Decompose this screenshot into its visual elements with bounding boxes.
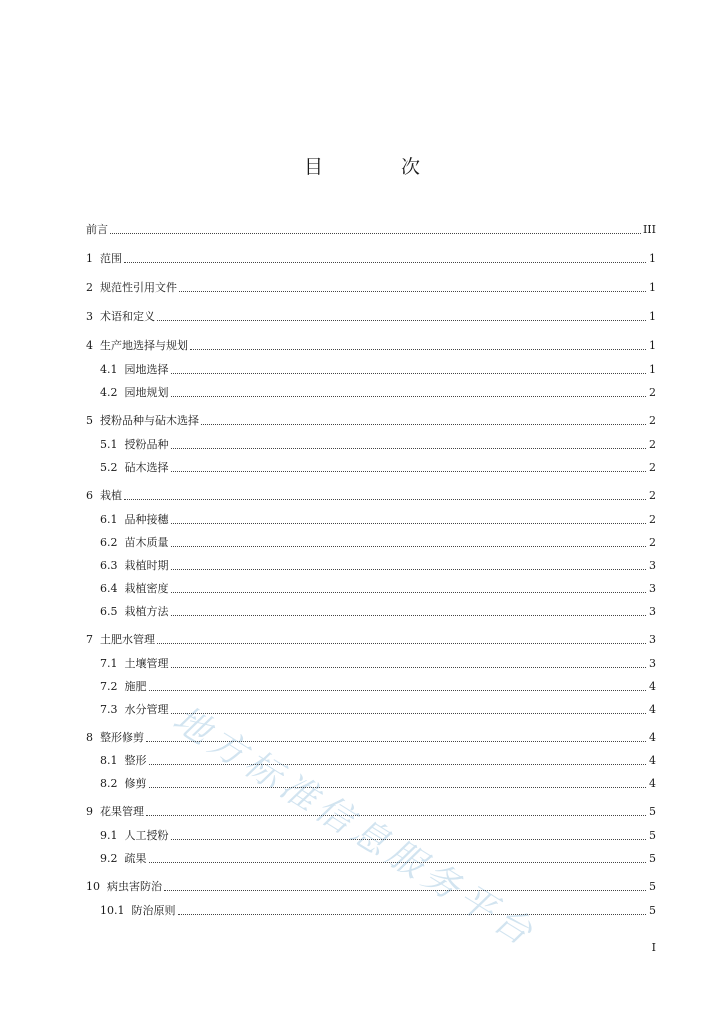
toc-entry-page: 2	[649, 489, 656, 502]
toc-leader-dots	[157, 643, 646, 644]
toc-entry[interactable]	[100, 678, 656, 694]
toc-entry[interactable]	[100, 557, 656, 573]
toc-entry-page: 2	[649, 414, 656, 427]
toc-leader-dots	[157, 320, 646, 321]
toc-entry-page: 4	[649, 680, 656, 693]
toc-leader-dots	[171, 667, 647, 668]
toc-entry[interactable]	[100, 603, 656, 619]
toc-entry-page: 5	[649, 852, 656, 865]
toc-entry-label: 10 病虫害防治	[86, 880, 162, 893]
toc-entry-label: 7.1 土壤管理	[100, 657, 169, 670]
toc-entry-page: 2	[649, 461, 656, 474]
toc-entry-label: 5.1 授粉品种	[100, 438, 169, 451]
toc-entry-page: 2	[649, 386, 656, 399]
toc-entry-page: 1	[649, 363, 656, 376]
toc-entry-page: 1	[649, 339, 656, 352]
toc-leader-dots	[171, 839, 647, 840]
toc-entry-label: 6.1 品种接穗	[100, 513, 169, 526]
toc-entry-page: 2	[649, 513, 656, 526]
toc-entry-page: 4	[649, 731, 656, 744]
toc-entry-label: 4.1 园地选择	[100, 363, 169, 376]
toc-entry-page: 2	[649, 438, 656, 451]
toc-entry[interactable]	[100, 580, 656, 596]
toc-leader-dots	[149, 764, 647, 765]
toc-entry-page: 4	[649, 703, 656, 716]
toc-entry[interactable]	[86, 279, 656, 295]
toc-leader-dots	[171, 448, 647, 449]
toc-leader-dots	[178, 914, 647, 915]
toc-entry[interactable]	[100, 459, 656, 475]
toc-entry-label: 8.2 修剪	[100, 777, 147, 790]
toc-entry[interactable]	[86, 487, 656, 503]
toc-leader-dots	[171, 569, 647, 570]
toc-entry-label: 8.1 整形	[100, 754, 147, 767]
toc-leader-dots	[149, 690, 647, 691]
toc-entry-page: 3	[649, 559, 656, 572]
toc-entry-page: III	[642, 223, 656, 236]
toc-entry-page: 3	[649, 633, 656, 646]
toc-entry[interactable]	[86, 337, 656, 353]
toc-entry-label: 前言	[86, 223, 108, 236]
toc-entry[interactable]	[100, 701, 656, 717]
toc-entry[interactable]	[86, 308, 656, 324]
toc-leader-dots	[171, 373, 647, 374]
toc-entry-page: 1	[649, 281, 656, 294]
toc-entry-page: 5	[649, 829, 656, 842]
toc-entry-page: 2	[649, 536, 656, 549]
toc-entry-page: 3	[649, 582, 656, 595]
toc-leader-dots	[149, 787, 647, 788]
toc-entry-label: 4.2 园地规划	[100, 386, 169, 399]
toc-entry[interactable]	[86, 729, 656, 745]
toc-entry[interactable]	[100, 384, 656, 400]
toc-entry-label: 6.3 栽植时期	[100, 559, 169, 572]
toc-leader-dots	[201, 424, 646, 425]
toc-entry-page: 4	[649, 777, 656, 790]
toc-entry[interactable]	[86, 412, 656, 428]
toc-entry-label: 4 生产地选择与规划	[86, 339, 188, 352]
toc-leader-dots	[171, 615, 647, 616]
toc-entry[interactable]	[100, 827, 656, 843]
toc-entry-label: 9 花果管理	[86, 805, 144, 818]
toc-entry-label: 5 授粉品种与砧木选择	[86, 414, 199, 427]
toc-leader-dots	[171, 523, 647, 524]
toc-entry-page: 1	[649, 310, 656, 323]
toc-entry[interactable]	[86, 878, 656, 894]
toc-entry[interactable]	[86, 803, 656, 819]
toc-entry-page: 5	[649, 880, 656, 893]
toc-entry-label: 3 术语和定义	[86, 310, 155, 323]
toc-entry[interactable]	[86, 250, 656, 266]
toc-entry-label: 6.2 苗木质量	[100, 536, 169, 549]
toc-entry[interactable]	[86, 631, 656, 647]
page-title: 目 次	[303, 156, 457, 178]
toc-entry[interactable]	[100, 361, 656, 377]
toc-entry-page: 5	[649, 805, 656, 818]
toc-entry[interactable]	[100, 752, 656, 768]
toc-entry-label: 9.1 人工授粉	[100, 829, 169, 842]
toc-leader-dots	[171, 396, 647, 397]
toc-entry[interactable]	[86, 221, 656, 237]
toc-entry-label: 6.4 栽植密度	[100, 582, 169, 595]
toc-leader-dots	[149, 862, 647, 863]
toc-entry-page: 3	[649, 605, 656, 618]
toc-leader-dots	[164, 890, 646, 891]
toc-leader-dots	[146, 815, 646, 816]
toc-entry-page: 3	[649, 657, 656, 670]
toc-entry[interactable]	[100, 902, 656, 918]
toc-entry-label: 6 栽植	[86, 489, 122, 502]
toc-leader-dots	[124, 262, 646, 263]
toc-entry-page: 4	[649, 754, 656, 767]
toc-entry-label: 10.1 防治原则	[100, 904, 176, 917]
toc-entry[interactable]	[100, 534, 656, 550]
toc-leader-dots	[171, 471, 647, 472]
toc-entry-label: 5.2 砧木选择	[100, 461, 169, 474]
toc-entry[interactable]	[100, 775, 656, 791]
toc-entry-label: 8 整形修剪	[86, 731, 144, 744]
toc-entry[interactable]	[100, 511, 656, 527]
toc-entry-page: 5	[649, 904, 656, 917]
toc-leader-dots	[171, 546, 647, 547]
toc-leader-dots	[190, 349, 646, 350]
toc-leader-dots	[171, 592, 647, 593]
toc-entry[interactable]	[100, 655, 656, 671]
toc-leader-dots	[171, 713, 647, 714]
toc-entry-label: 7 土肥水管理	[86, 633, 155, 646]
toc-entry[interactable]	[100, 436, 656, 452]
toc-entry-page: 1	[649, 252, 656, 265]
toc-entry-label: 2 规范性引用文件	[86, 281, 177, 294]
toc-leader-dots	[179, 291, 646, 292]
toc-leader-dots	[146, 741, 646, 742]
toc-entry-label: 7.3 水分管理	[100, 703, 169, 716]
toc-entry[interactable]	[100, 850, 656, 866]
page-number: I	[651, 941, 656, 954]
toc-entry-label: 1 范围	[86, 252, 122, 265]
toc-entry-label: 7.2 施肥	[100, 680, 147, 693]
toc-entry-label: 6.5 栽植方法	[100, 605, 169, 618]
toc-entry-label: 9.2 疏果	[100, 852, 147, 865]
toc-leader-dots	[110, 233, 641, 234]
watermark: 地方标准信息服务平台	[165, 698, 544, 957]
toc-leader-dots	[124, 499, 646, 500]
